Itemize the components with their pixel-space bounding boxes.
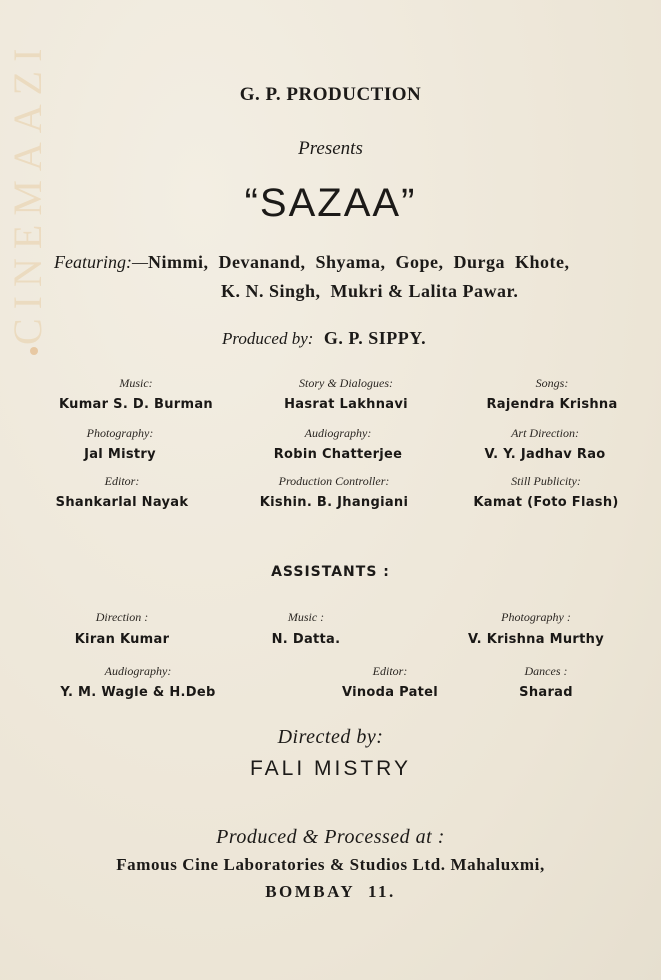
crew-role: Songs: — [535, 376, 569, 390]
crew-role: Still Publicity: — [511, 474, 581, 488]
crew-name: Jal Mistry — [84, 447, 156, 462]
crew-art-direction — [435, 426, 655, 462]
assistant-name: Sharad — [519, 685, 573, 700]
cinemaazi-watermark: CINEMAAZI — [5, 39, 50, 345]
assistant-role: Photography : — [501, 610, 571, 624]
crew-name: V. Y. Jadhav Rao — [484, 447, 606, 462]
crew-role: Editor: — [104, 474, 140, 488]
assistant-photography — [426, 610, 646, 647]
crew-photography — [10, 426, 230, 462]
featuring-line-1 — [54, 252, 570, 273]
assistant-role: Direction : — [95, 610, 149, 624]
assistant-role: Editor: — [372, 664, 408, 678]
featuring-label: Featuring:— — [54, 252, 148, 272]
crew-audiography — [228, 426, 448, 462]
crew-songs — [442, 376, 661, 412]
processed-at-label: Produced & Processed at : — [216, 826, 445, 848]
crew-name: Rajendra Krishna — [486, 397, 618, 412]
producer-label: Produced by: — [222, 329, 314, 348]
crew-production-controller — [224, 474, 444, 510]
production-company: G. P. PRODUCTION — [239, 84, 422, 105]
assistant-name: Vinoda Patel — [341, 685, 439, 700]
crew-name: Kamat (Foto Flash) — [473, 495, 619, 510]
film-title: “SAZAA” — [244, 181, 417, 225]
crew-still-publicity — [436, 474, 656, 510]
laboratory-line: Famous Cine Laboratories & Studios Ltd. Mahaluxmi, — [116, 855, 545, 874]
assistant-dances — [436, 664, 656, 700]
crew-name: Kishin. B. Jhangiani — [259, 495, 409, 510]
crew-story — [236, 376, 456, 412]
producer-line — [222, 328, 426, 349]
watermark-dot — [30, 347, 38, 355]
crew-role: Photography: — [86, 426, 154, 440]
producer-name: G. P. SIPPY. — [323, 328, 427, 348]
assistant-role: Audiography: — [104, 664, 172, 678]
crew-role: Audiography: — [304, 426, 372, 440]
assistant-audiography — [28, 664, 248, 700]
crew-role: Music: — [119, 376, 153, 390]
featuring-cast-2: K. N. Singh, Mukri & Lalita Pawar. — [221, 281, 519, 301]
assistant-role: Dances : — [524, 664, 568, 678]
presents-label: Presents — [298, 138, 363, 159]
director-name: FALI MISTRY — [250, 757, 411, 780]
assistant-music — [196, 610, 416, 647]
assistant-name: N. Datta. — [271, 632, 341, 647]
crew-music — [26, 376, 246, 412]
assistant-role: Music : — [287, 610, 325, 624]
assistants-heading: ASSISTANTS : — [271, 564, 390, 580]
crew-name: Hasrat Lakhnavi — [284, 397, 408, 412]
crew-role: Art Direction: — [511, 426, 579, 440]
crew-role: Story & Dialogues: — [299, 376, 393, 390]
directed-by-label: Directed by: — [277, 726, 384, 748]
assistant-name: Kiran Kumar — [74, 632, 170, 647]
crew-name: Kumar S. D. Burman — [59, 397, 213, 412]
city-line: BOMBAY 11. — [265, 882, 396, 901]
crew-name: Robin Chatterjee — [273, 447, 403, 462]
crew-role: Production Controller: — [278, 474, 390, 488]
assistant-name: Y. M. Wagle & H.Deb — [60, 685, 216, 700]
assistant-name: V. Krishna Murthy — [468, 632, 604, 647]
crew-editor — [12, 474, 232, 510]
crew-name: Shankarlal Nayak — [55, 495, 189, 510]
featuring-cast-1: Nimmi, Devanand, Shyama, Gope, Durga Khote, — [148, 252, 570, 272]
